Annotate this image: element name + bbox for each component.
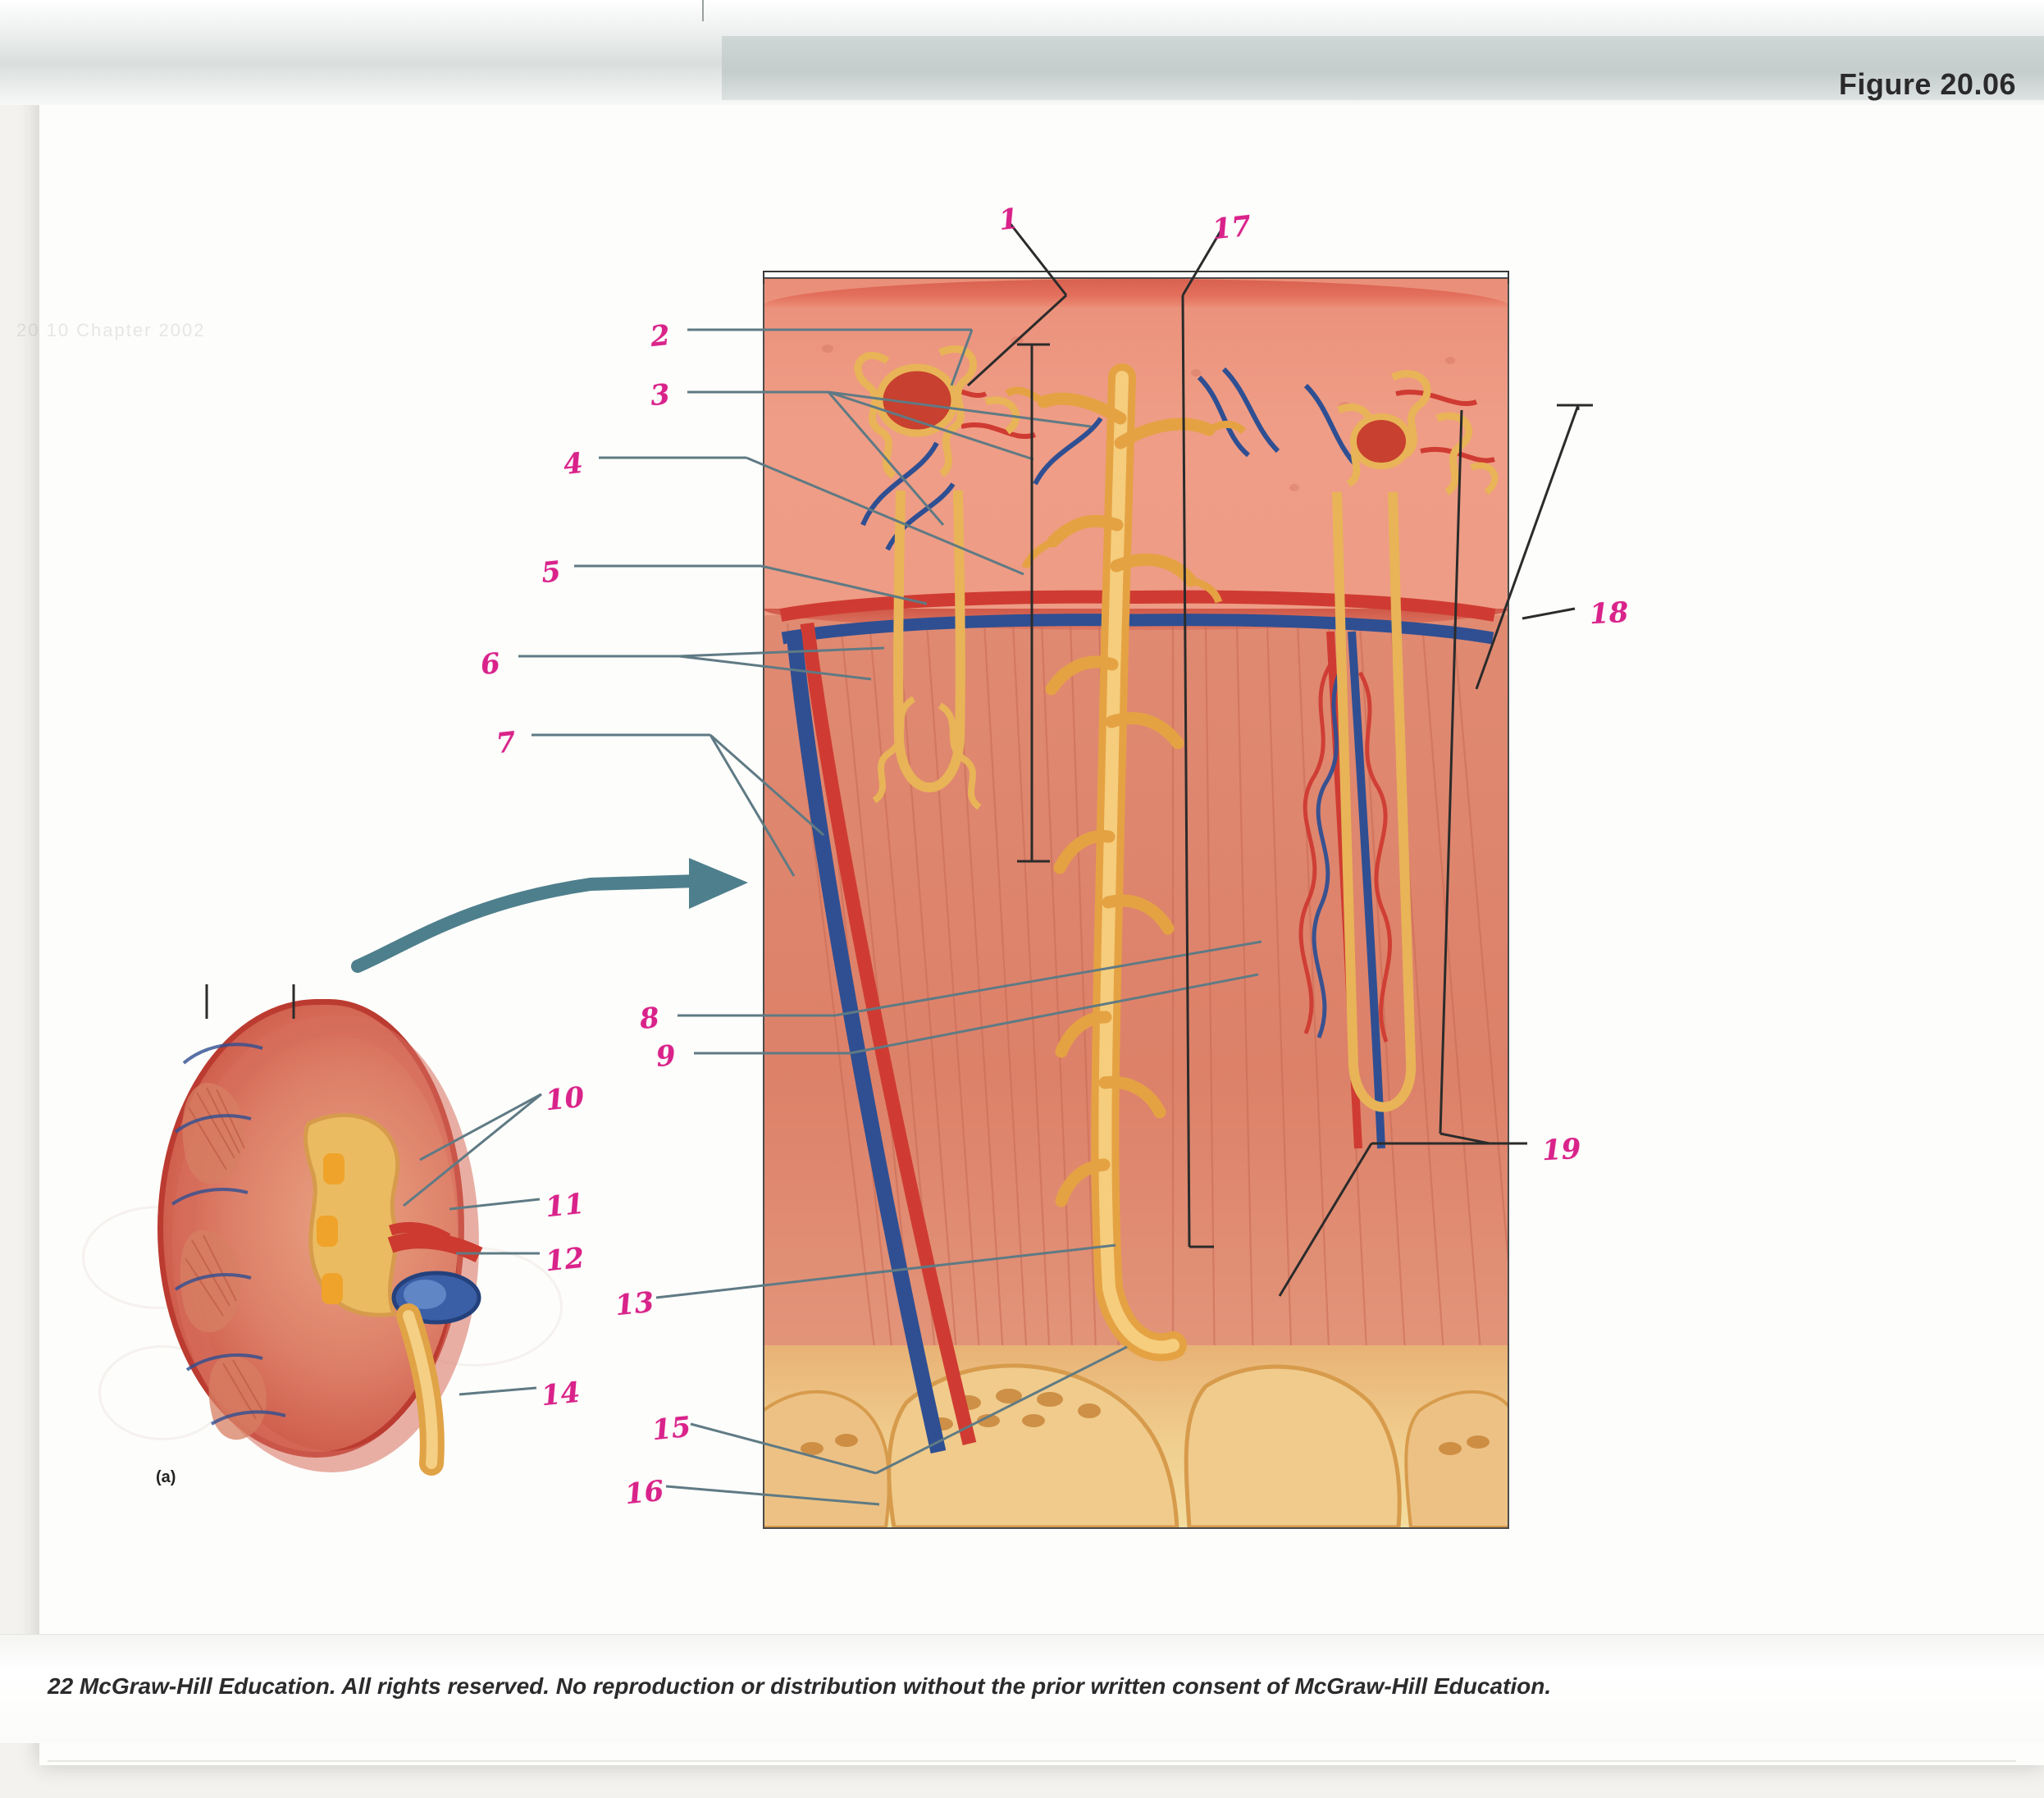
label-number-5: 5	[539, 554, 563, 591]
copyright-notice: 22 McGraw-Hill Education. All rights reserved. No reproduction or distribution without the prior written consent of McGraw-Hill Education.	[48, 1673, 1552, 1699]
label-number-2: 2	[648, 318, 672, 354]
figure-label: Figure 20.06	[1838, 67, 2016, 101]
label-number-1: 1	[997, 202, 1020, 238]
label-number-11: 11	[544, 1187, 586, 1225]
label-number-18: 18	[1588, 596, 1630, 632]
label-number-6: 6	[478, 646, 502, 682]
inset-caption: (a)	[156, 1468, 176, 1486]
label-number-15: 15	[650, 1410, 693, 1448]
label-number-8: 8	[637, 1001, 661, 1037]
label-number-4: 4	[561, 446, 585, 482]
label-number-19: 19	[1540, 1132, 1582, 1168]
label-number-7: 7	[494, 725, 518, 761]
label-number-17: 17	[1211, 209, 1253, 247]
bleed-through-text-1: 20 10 Chapter 2002	[16, 320, 206, 340]
label-number-12: 12	[544, 1241, 586, 1279]
label-number-10: 10	[544, 1080, 586, 1118]
label-number-3: 3	[648, 377, 672, 413]
label-number-16: 16	[623, 1474, 666, 1512]
label-number-13: 13	[614, 1285, 656, 1323]
label-number-9: 9	[654, 1038, 678, 1075]
label-number-14: 14	[540, 1376, 582, 1413]
footer-divider-bottom	[48, 1760, 2016, 1762]
